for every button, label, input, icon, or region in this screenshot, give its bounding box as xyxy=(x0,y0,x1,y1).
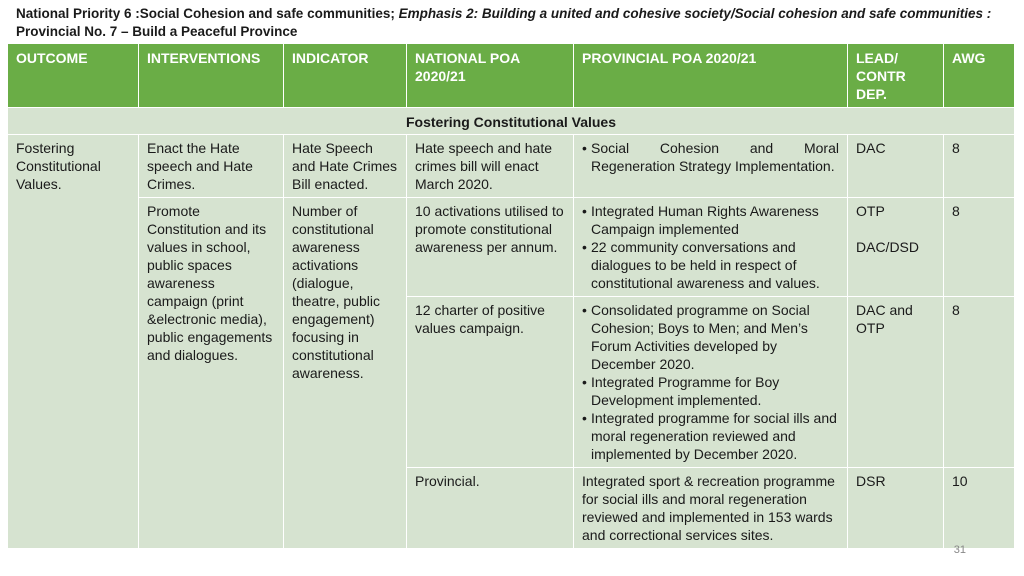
provincial-bullet: • Social Cohesion and Moral Regeneration Strategy Implementation. xyxy=(582,139,839,175)
provincial-poa-cell: Integrated sport & recreation programme for social ills and moral regeneration reviewed and implemented in 153 wards and correctional services sites. xyxy=(574,468,848,549)
lead-secondary: DAC/DSD xyxy=(856,239,920,255)
lead-cell xyxy=(848,198,944,297)
lead-cell: DAC and OTP xyxy=(848,297,944,468)
table-row xyxy=(8,135,1015,198)
heading-priority: National Priority 6 :Social Cohesion and safe communities; xyxy=(16,6,399,21)
poa-table xyxy=(7,43,1015,549)
indicator-cell: Hate Speech and Hate Crimes Bill enacted. xyxy=(284,135,407,198)
outcome-cell: Fostering Constitutional Values. xyxy=(8,135,139,549)
col-indicator: INDICATOR xyxy=(284,44,407,108)
provincial-bullet: • Integrated Human Rights Awareness Campaign implemented xyxy=(582,202,839,238)
heading-emphasis: Emphasis 2: Building a united and cohesive society/Social cohesion and safe communities : xyxy=(398,6,992,21)
provincial-poa-cell xyxy=(574,198,848,297)
section-row xyxy=(8,108,1015,135)
col-interventions: INTERVENTIONS xyxy=(139,44,284,108)
lead-cell: DSR xyxy=(848,468,944,549)
national-poa-cell: Hate speech and hate crimes bill will enact March 2020. xyxy=(407,135,574,198)
provincial-bullet: • Consolidated programme on Social Cohesion; Boys to Men; and Men’s Forum Activities developed by December 2020. xyxy=(582,301,839,373)
col-national-poa: NATIONAL POA 2020/21 xyxy=(407,44,574,108)
intervention-cell: Promote Constitution and its values in school, public spaces awareness campaign (print &electronic media), public engagements and dialogues. xyxy=(139,198,284,549)
provincial-bullet: • Integrated programme for social ills and moral regeneration reviewed and implemented by December 2020. xyxy=(582,409,839,463)
awg-cell: 8 xyxy=(944,297,1015,468)
provincial-bullet: • Integrated Programme for Boy Development implemented. xyxy=(582,373,839,409)
col-lead: LEAD/ CONTR DEP. xyxy=(848,44,944,108)
col-outcome: OUTCOME xyxy=(8,44,139,108)
col-awg: AWG xyxy=(944,44,1015,108)
heading-province: Provincial No. 7 – Build a Peaceful Province xyxy=(16,24,298,39)
col-provincial-poa: PROVINCIAL POA 2020/21 xyxy=(574,44,848,108)
intervention-cell: Enact the Hate speech and Hate Crimes. xyxy=(139,135,284,198)
national-poa-cell: 12 charter of positive values campaign. xyxy=(407,297,574,468)
awg-cell: 8 xyxy=(944,135,1015,198)
awg-cell: 8 xyxy=(944,198,1015,297)
header-row xyxy=(8,44,1015,108)
awg-cell: 10 xyxy=(944,468,1015,549)
section-title: Fostering Constitutional Values xyxy=(8,108,1015,135)
indicator-cell: Number of constitutional awareness activations (dialogue, theatre, public engagement) focusing in constitutional awareness. xyxy=(284,198,407,549)
provincial-poa-cell xyxy=(574,297,848,468)
page-number: 31 xyxy=(953,544,966,556)
provincial-bullet: • 22 community conversations and dialogues to be held in respect of constitutional awareness and values. xyxy=(582,238,839,292)
provincial-poa-cell xyxy=(574,135,848,198)
page-heading xyxy=(16,5,1016,41)
lead-cell: DAC xyxy=(848,135,944,198)
national-poa-cell: 10 activations utilised to promote constitutional awareness per annum. xyxy=(407,198,574,297)
national-poa-cell: Provincial. xyxy=(407,468,574,549)
table-row xyxy=(8,198,1015,297)
lead-primary: OTP xyxy=(856,203,885,219)
